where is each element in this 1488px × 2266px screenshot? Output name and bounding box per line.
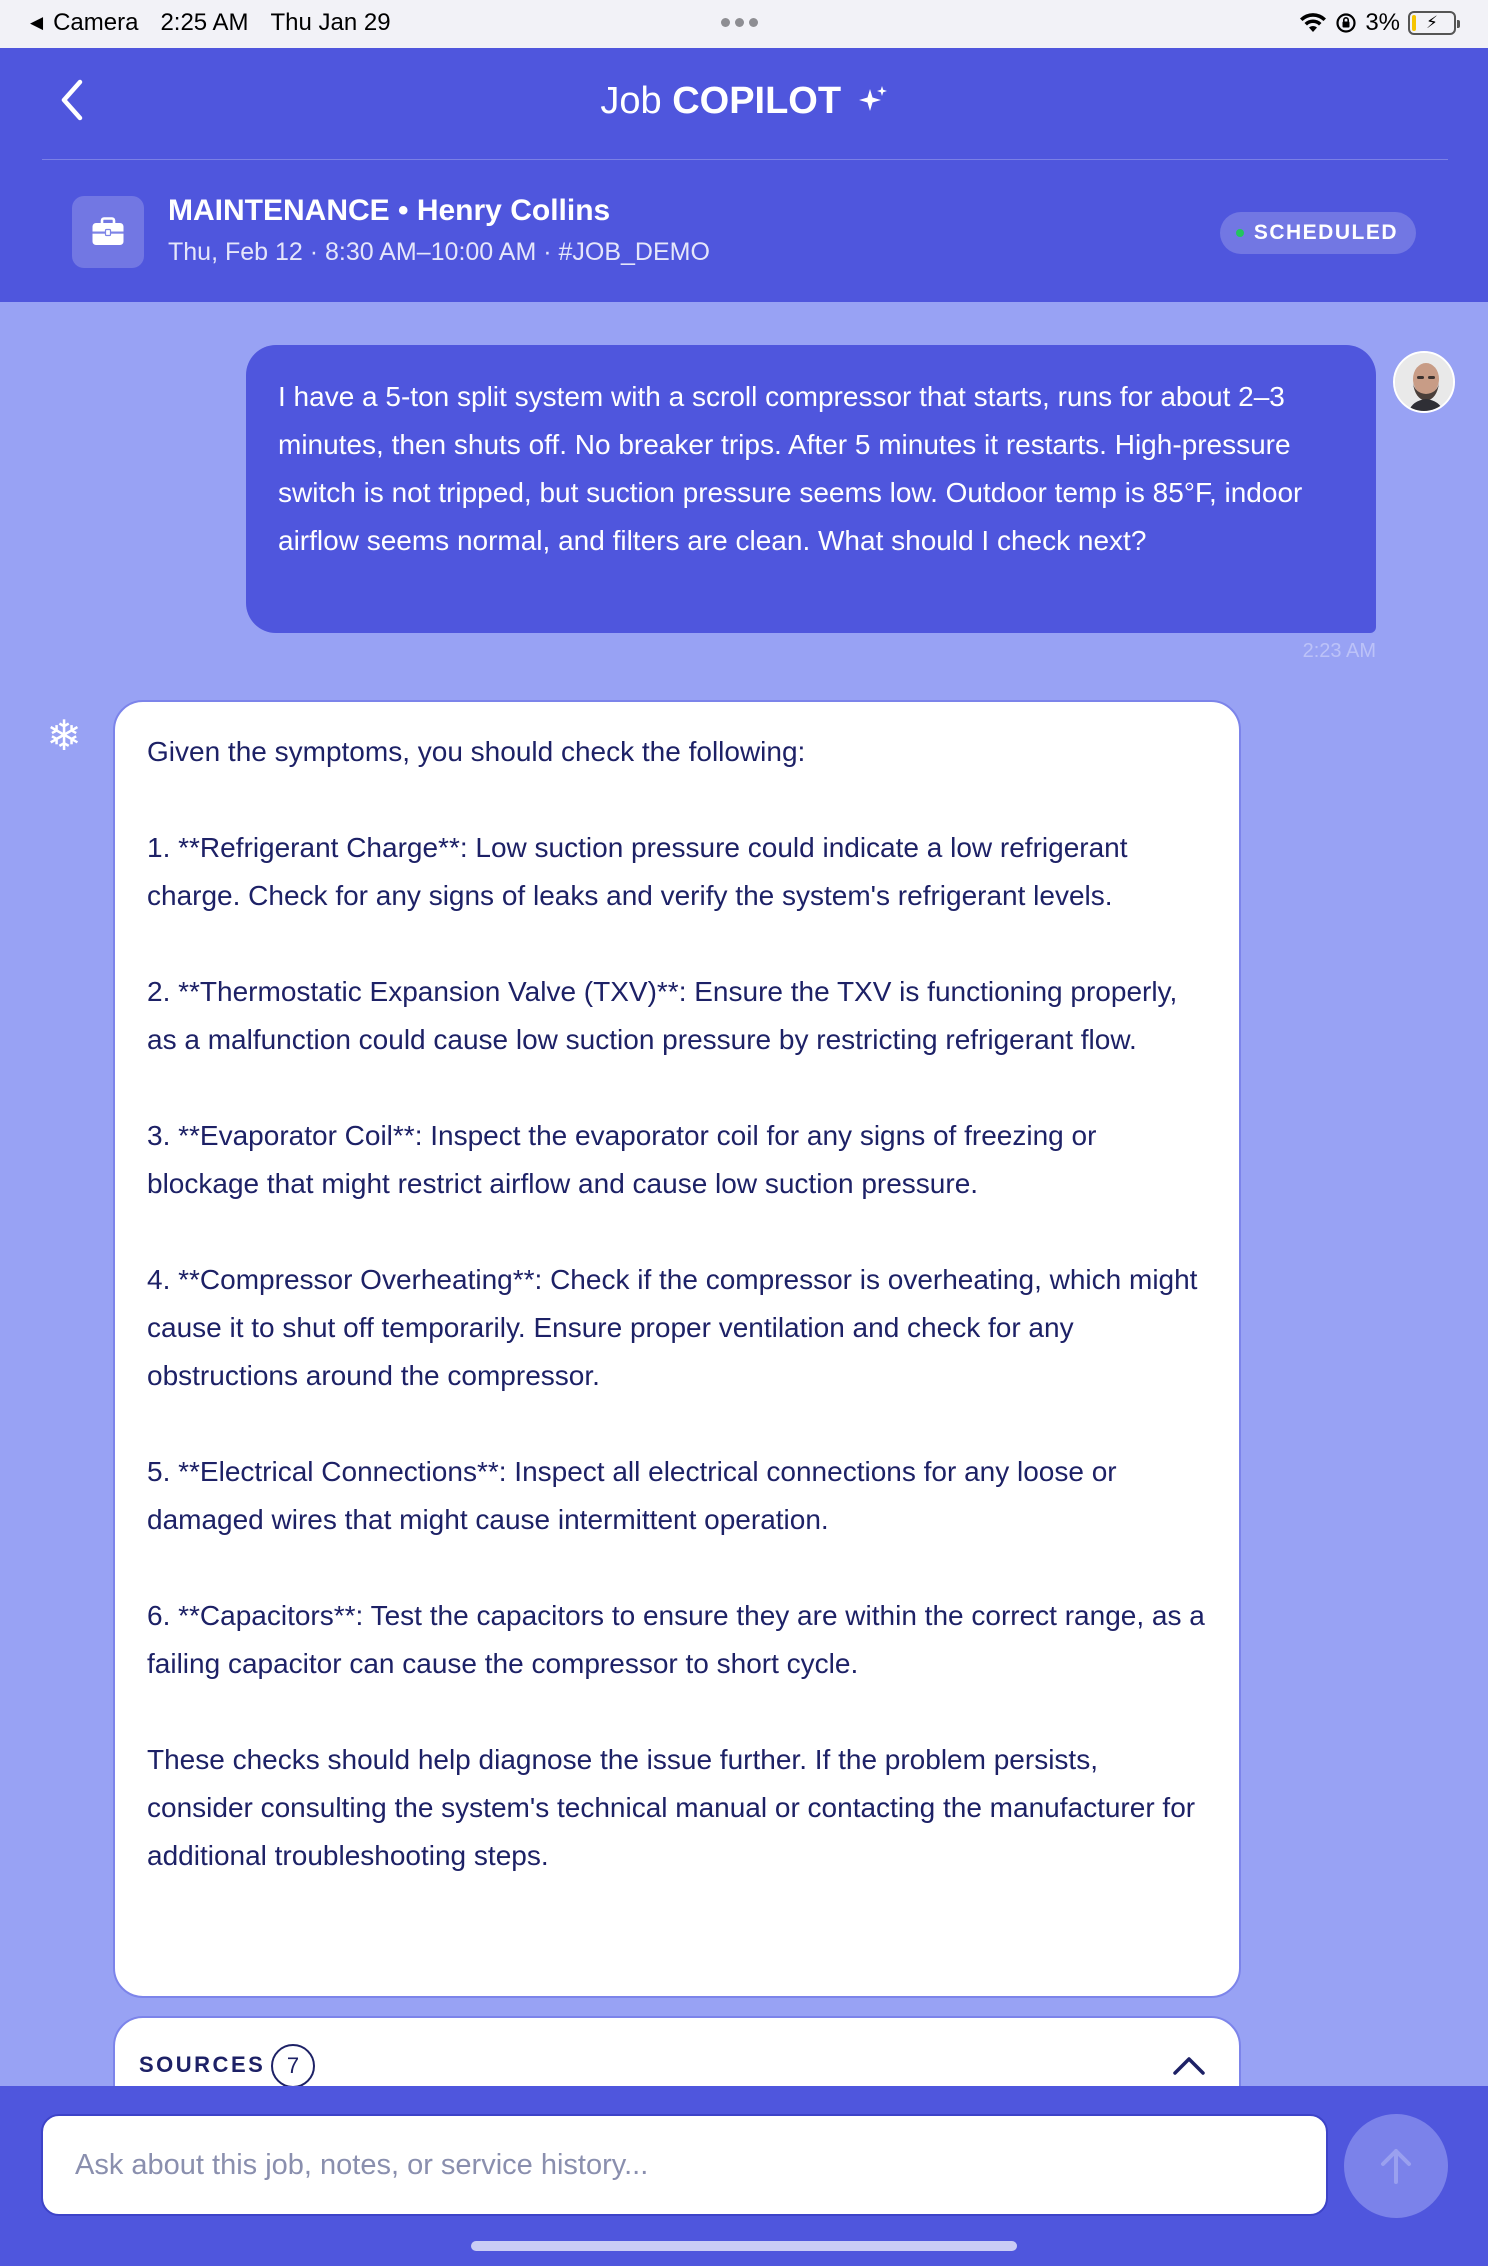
page-title — [0, 80, 1488, 123]
assistant-message — [113, 700, 1241, 1998]
status-badge: SCHEDULED — [1220, 212, 1416, 254]
user-avatar — [1393, 351, 1455, 413]
status-bar — [0, 0, 1488, 48]
chevron-up-icon[interactable] — [1169, 2046, 1209, 2086]
assistant-paragraph: 1. **Refrigerant Charge**: Low suction pressure could indicate a low refrigerant charge. Check for any signs of leaks and verify the system's refrigerant levels. — [147, 832, 1128, 911]
status-bar-right — [1299, 9, 1456, 37]
multitasking-dots-icon[interactable] — [721, 18, 758, 27]
send-button[interactable] — [1344, 2114, 1448, 2218]
assistant-paragraph: 6. **Capacitors**: Test the capacitors to ensure they are within the correct range, as a failing capacitor can cause the compressor to short cycle. — [147, 1600, 1205, 1679]
sources-panel[interactable] — [113, 2016, 1241, 2086]
user-message-time: 2:23 AM — [1302, 640, 1376, 662]
user-message: I have a 5-ton split system with a scroll compressor that starts, runs for about 2–3 minutes, then shuts off. No breaker trips. After 5 minutes it restarts. High-pressure switch is not tripped, but suction pressure seems low. Outdoor temp is 85°F, indoor airflow seems normal, and filters are clean. What should I check next? — [246, 345, 1376, 633]
battery-percent: 3% — [1365, 9, 1400, 36]
snowflake-icon: ❄ — [46, 712, 82, 759]
status-time: 2:25 AM — [160, 9, 249, 36]
assistant-paragraph: 2. **Thermostatic Expansion Valve (TXV)**: Ensure the TXV is functioning properly, as a malfunction could cause low suction pressure by restricting refrigerant flow. — [147, 976, 1178, 1055]
arrow-up-icon — [1374, 2144, 1418, 2188]
briefcase-icon — [72, 196, 144, 268]
sources-count-badge: 7 — [271, 2044, 315, 2086]
wifi-icon — [1299, 12, 1327, 34]
assistant-paragraph: 5. **Electrical Connections**: Inspect all electrical connections for any loose or damaged wires that might cause intermittent operation. — [147, 1456, 1117, 1535]
job-title: MAINTENANCE • Henry Collins — [168, 194, 611, 227]
title-bold: COPILOT — [672, 80, 842, 122]
assistant-paragraph: 3. **Evaporator Coil**: Inspect the evaporator coil for any signs of freezing or blockage that might restrict airflow and cause low suction pressure. — [147, 1120, 1097, 1199]
composer-bar — [0, 2086, 1488, 2266]
app-header — [0, 48, 1488, 302]
status-date: Thu Jan 29 — [270, 9, 391, 36]
home-indicator[interactable] — [471, 2241, 1017, 2251]
charging-bolt-icon: ⚡ — [1426, 13, 1438, 32]
assistant-paragraph: These checks should help diagnose the issue further. If the problem persists, consider consulting the system's technical manual or contacting the manufacturer for additional troubleshooting steps. — [147, 1744, 1196, 1871]
sources-label: SOURCES — [139, 2052, 266, 2077]
title-regular: Job — [600, 80, 662, 122]
assistant-paragraph: Given the symptoms, you should check the following: — [147, 736, 806, 767]
battery-icon — [1408, 11, 1456, 35]
job-meta: Thu, Feb 12 · 8:30 AM–10:00 AM · #JOB_DEMO — [168, 238, 710, 266]
assistant-paragraph: 4. **Compressor Overheating**: Check if the compressor is overheating, which might cause it to shut off temporarily. Ensure proper ventilation and check for any obstructions around the compressor. — [147, 1264, 1198, 1391]
sparkle-icon — [858, 85, 888, 115]
message-input[interactable] — [41, 2114, 1328, 2216]
chat-thread[interactable] — [0, 302, 1488, 2086]
back-to-app-icon[interactable]: ◀ — [30, 13, 44, 32]
orientation-lock-icon — [1335, 12, 1357, 34]
status-bar-left — [30, 9, 391, 37]
back-app-label[interactable]: Camera — [53, 9, 139, 36]
header-divider — [42, 159, 1448, 160]
